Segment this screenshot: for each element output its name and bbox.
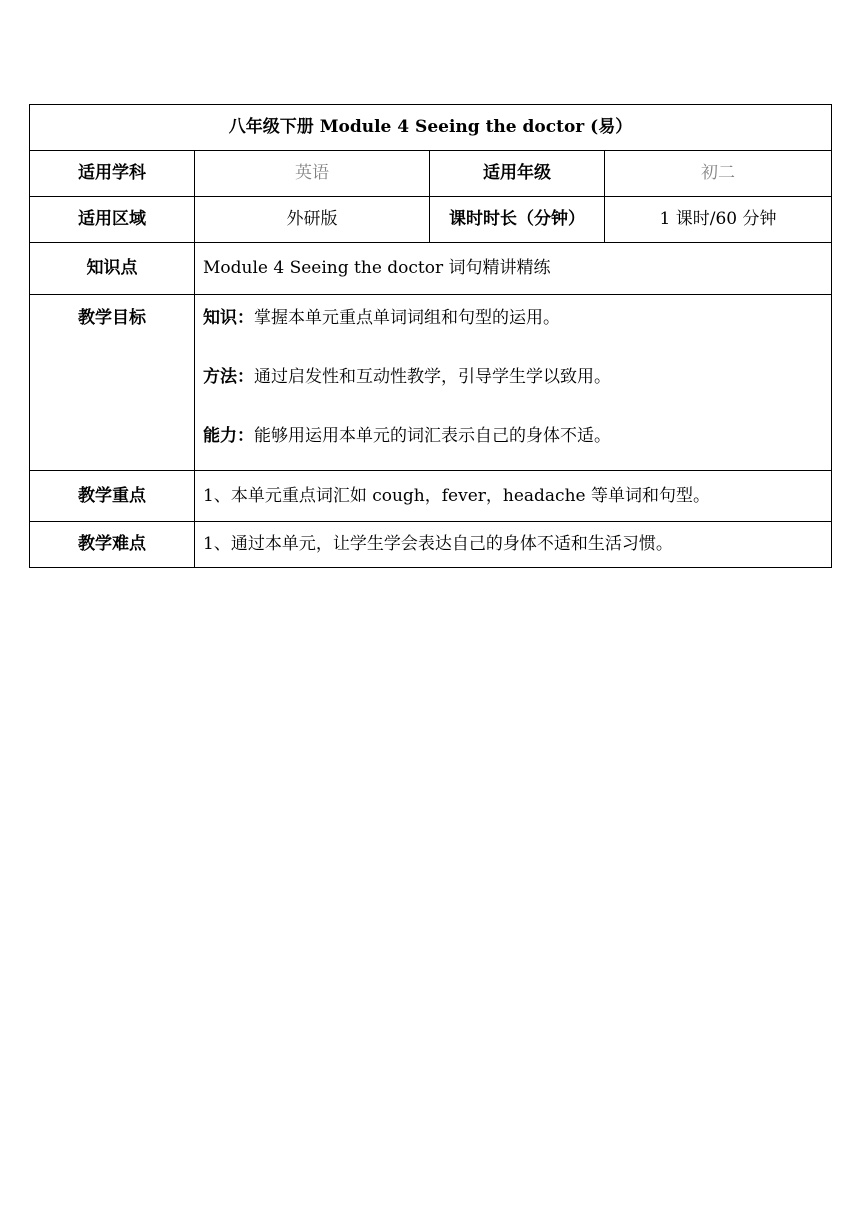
key-points-value: 1、本单元重点词汇如 cough，fever，headache 等单词和句型。 xyxy=(195,471,832,522)
key-points-row xyxy=(30,471,832,522)
grade-label: 适用年级 xyxy=(430,151,605,197)
knowledge-point-row xyxy=(30,243,832,295)
duration-value: 1 课时/60 分钟 xyxy=(605,197,832,243)
difficulties-row xyxy=(30,522,832,568)
difficulties-label: 教学难点 xyxy=(30,522,195,568)
region-value: 外研版 xyxy=(195,197,430,243)
objective-key: 能力： xyxy=(203,426,254,447)
objective-key: 方法： xyxy=(203,367,254,388)
subject-value: 英语 xyxy=(195,151,430,197)
objectives-content xyxy=(195,295,832,471)
lesson-plan-table xyxy=(29,104,832,568)
title-row xyxy=(30,105,832,151)
grade-value: 初二 xyxy=(605,151,832,197)
difficulties-value: 1、通过本单元，让学生学会表达自己的身体不适和生活习惯。 xyxy=(195,522,832,568)
objectives-row xyxy=(30,295,832,471)
objective-key: 知识： xyxy=(203,308,254,328)
subject-label: 适用学科 xyxy=(30,151,195,197)
subject-grade-row xyxy=(30,151,832,197)
objectives-label: 教学目标 xyxy=(30,295,195,471)
objective-ability xyxy=(203,425,831,447)
objective-method xyxy=(203,366,831,388)
objective-text: 掌握本单元重点单词词组和句型的运用。 xyxy=(254,308,560,328)
objective-text: 能够用运用本单元的词汇表示自己的身体不适。 xyxy=(254,426,611,447)
document-title: 八年级下册 Module 4 Seeing the doctor (易） xyxy=(30,105,832,151)
objective-text: 通过启发性和互动性教学，引导学生学以致用。 xyxy=(254,367,611,388)
duration-label: 课时时长（分钟） xyxy=(430,197,605,243)
objective-knowledge xyxy=(203,307,831,329)
key-points-label: 教学重点 xyxy=(30,471,195,522)
region-duration-row xyxy=(30,197,832,243)
knowledge-point-value: Module 4 Seeing the doctor 词句精讲精练 xyxy=(195,243,832,295)
knowledge-point-label: 知识点 xyxy=(30,243,195,295)
region-label: 适用区域 xyxy=(30,197,195,243)
